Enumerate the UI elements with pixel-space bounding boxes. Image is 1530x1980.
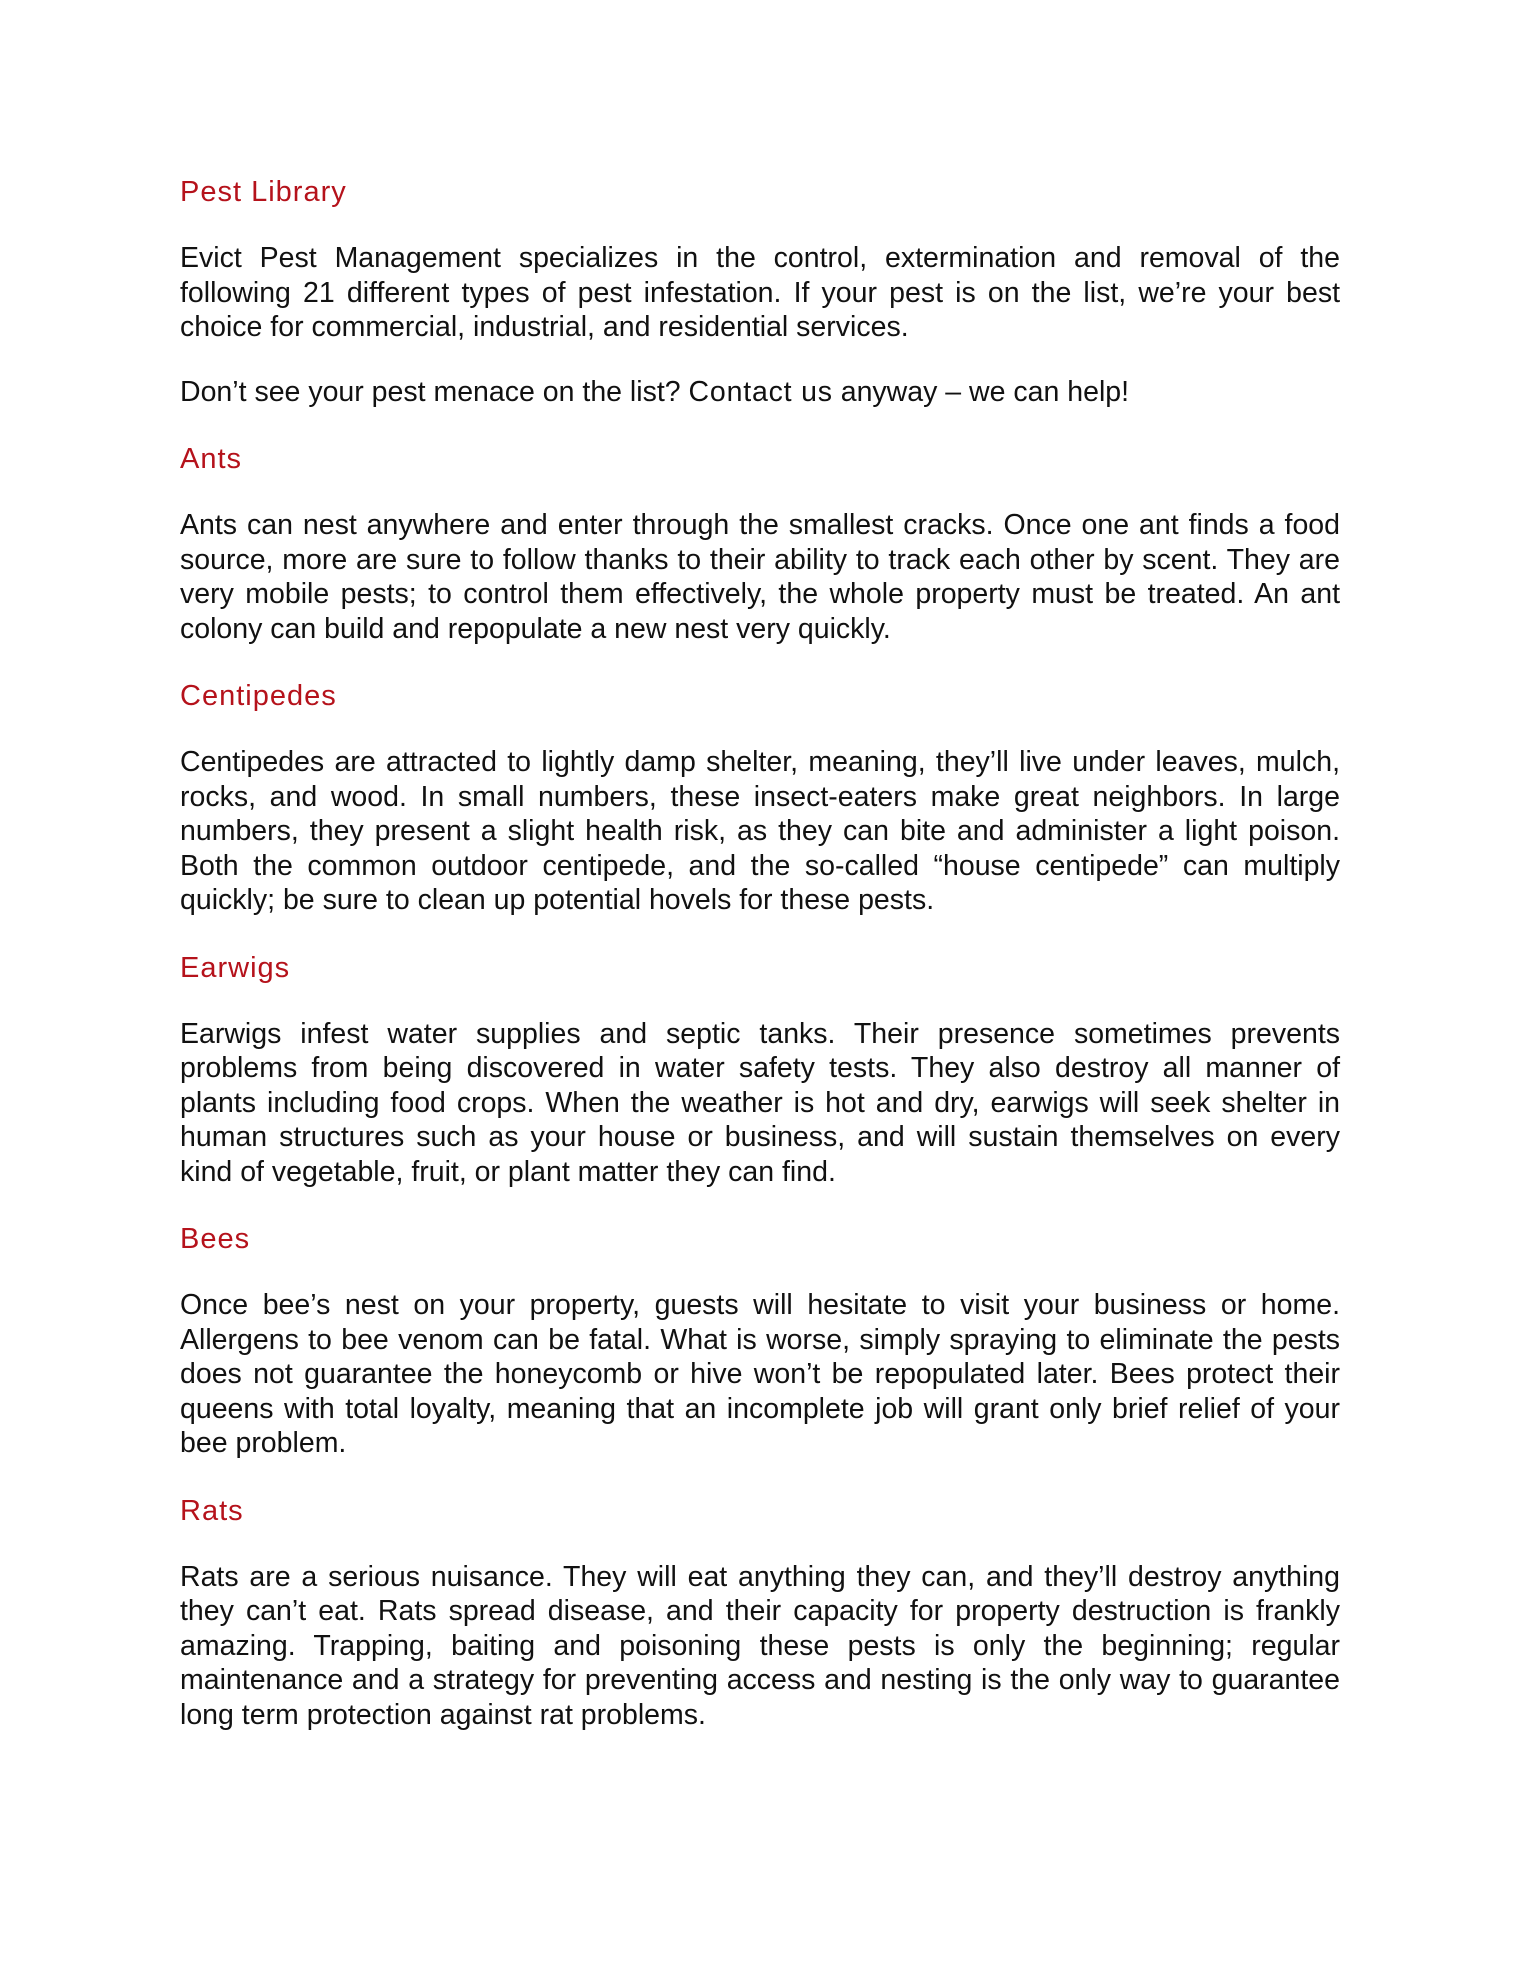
contact-callout-lead: Don’t see your pest menace on the list?	[180, 375, 689, 408]
intro-paragraph: Evict Pest Management specializes in the control, extermination and removal of the following 21 different types of pest infestation. If your pest is on the list, we’re your best choice for commercial, industrial, and residential services.	[180, 242, 1340, 343]
document-page	[180, 172, 1340, 1732]
section-title-earwigs: Earwigs	[180, 951, 291, 984]
page-title: Pest Library	[180, 176, 347, 208]
section-title-centipedes: Centipedes	[180, 680, 337, 712]
section-body-ants: Ants can nest anywhere and enter through the smallest cracks. Once one ant finds a food source, more are sure to follow thanks to their ability to track each other by scent. They are very mobile pests; to control them effectively, the whole property must be treated. An ant colony can build and repopulate a new nest very quickly.	[180, 509, 1340, 645]
section-title-ants: Ants	[180, 443, 243, 475]
section-title-rats: Rats	[180, 1494, 244, 1527]
section-body-earwigs: Earwigs infest water supplies and septic tanks. Their presence sometimes prevents problems from being discovered in water safety tests. They also destroy all manner of plants including food crops. When the weather is hot and dry, earwigs will seek shelter in human structures such as your house or business, and will sustain themselves on every kind of vegetable, fruit, or plant matter they can find.	[180, 1017, 1340, 1188]
contact-us-link[interactable]: Contact us	[688, 375, 833, 408]
section-title-bees: Bees	[180, 1223, 251, 1255]
section-body-centipedes: Centipedes are attracted to lightly damp shelter, meaning, they’ll live under leaves, mulch, rocks, and wood. In small numbers, these insect-eaters make great neighbors. In large numbers, they present a slight health risk, as they can bite and administer a light poison. Both the common outdoor centipede, and the so-called “house centipede” can multiply quickly; be sure to clean up potential hovels for these pests.	[180, 746, 1340, 916]
contact-callout-tail: anyway – we can help!	[832, 375, 1130, 408]
contact-callout	[180, 375, 1340, 410]
section-body-bees: Once bee’s nest on your property, guests will hesitate to visit your business or home. Allergens to bee venom can be fatal. What is worse, simply spraying to eliminate the pests does not guarantee the honeycomb or hive won’t be repopulated later. Bees protect their queens with total loyalty, meaning that an incomplete job will grant only brief relief of your bee problem.	[180, 1289, 1340, 1459]
section-body-rats: Rats are a serious nuisance. They will eat anything they can, and they’ll destroy anything they can’t eat. Rats spread disease, and their capacity for property destruction is frankly amazing. Trapping, baiting and poisoning these pests is only the beginning; regular maintenance and a strategy for preventing access and nesting is the only way to guarantee long term protection against rat problems.	[180, 1560, 1340, 1731]
